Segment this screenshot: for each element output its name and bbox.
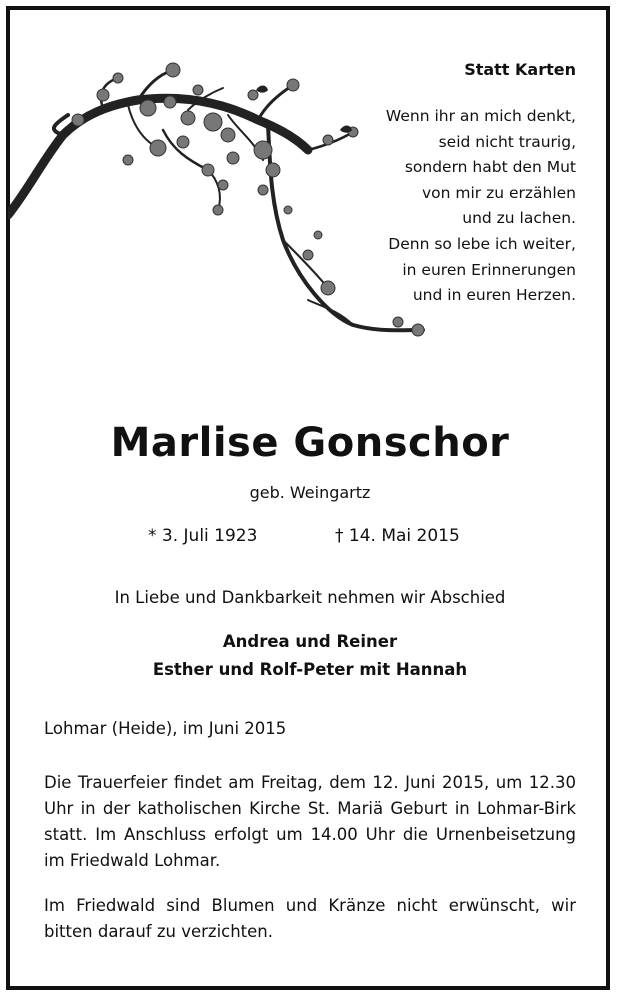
funeral-details-paragraph: Die Trauerfeier findet am Freitag, dem 12. Juni 2015, um 12.30 Uhr in der katholischen Kirche St. Mariä Geburt in Lohmar-Birk statt. Im Anschluss erfolgt um 14.00 Uhr die Urnenbeisetzung im Friedwald Lohmar. — [44, 773, 576, 870]
death-date: † 14. Mai 2015 — [335, 526, 460, 546]
birth-date: * 3. Juli 1923 — [148, 526, 258, 546]
statt-karten-heading: Statt Karten — [464, 60, 576, 79]
poem-line: und in euren Herzen. — [412, 286, 576, 305]
farewell-line: In Liebe und Dankbarkeit nehmen wir Abschied — [114, 588, 506, 607]
maiden-name: geb. Weingartz — [249, 483, 371, 502]
poem-line: und zu lachen. — [462, 209, 576, 228]
poem-line: von mir zu erzählen — [421, 183, 576, 202]
poem-line: seid nicht traurig, — [438, 132, 576, 151]
poem-line: sondern habt den Mut — [404, 158, 576, 177]
family-line: Esther und Rolf-Peter mit Hannah — [152, 660, 468, 679]
poem-line: Wenn ihr an mich denkt, — [385, 107, 576, 125]
family-names — [0, 628, 620, 684]
poem-line: Denn so lebe ich weiter, — [388, 234, 576, 253]
poem — [386, 104, 576, 309]
family-line: Andrea und Reiner — [222, 632, 398, 651]
deceased-name: Marlise Gonschor — [110, 420, 510, 466]
flowers-note-paragraph: Im Friedwald sind Blumen und Kränze nicht erwünscht, wir bitten darauf zu verzichten. — [44, 896, 576, 941]
place-date: Lohmar (Heide), im Juni 2015 — [44, 719, 287, 738]
poem-line: in euren Erinnerungen — [402, 260, 576, 279]
blossom-branch-illustration — [8, 30, 438, 340]
